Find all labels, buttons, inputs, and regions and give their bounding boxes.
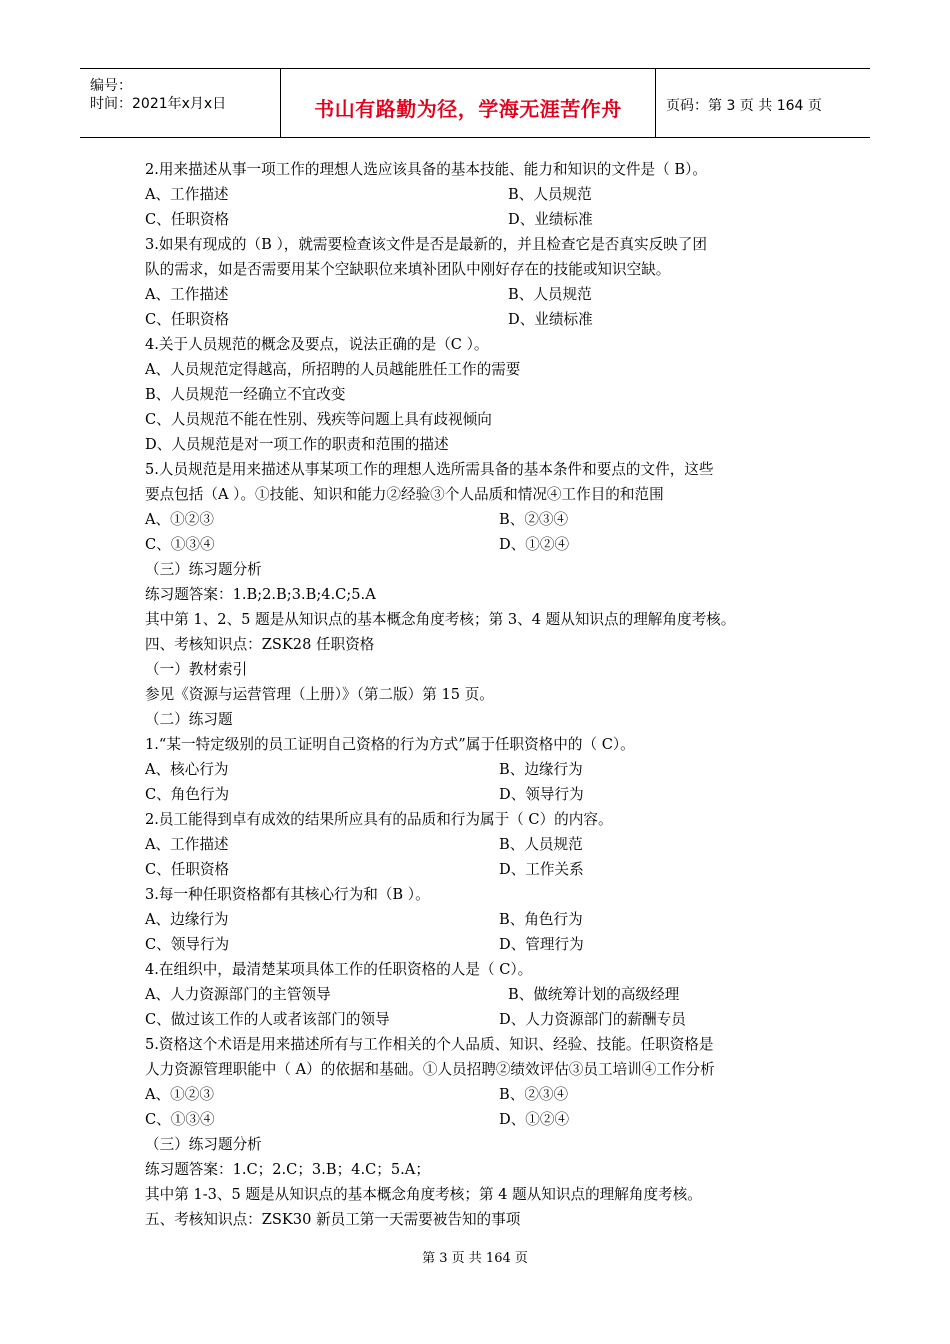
question-line: 3.每一种任职资格都有其核心行为和（B ）。: [145, 886, 430, 903]
question-line: 2.用来描述从事一项工作的理想人选应该具备的基本技能、能力和知识的文件是（ B）。: [145, 161, 707, 178]
header-page-cell: [656, 69, 870, 137]
option-b: B、人员规范一经确立不宜改变: [145, 386, 346, 403]
option-a: A、工作描述: [145, 286, 229, 303]
option-d: D、①②④: [499, 1111, 570, 1128]
option-b: B、角色行为: [499, 911, 583, 928]
option-b: B、人员规范: [508, 286, 592, 303]
option-b: B、②③④: [499, 1086, 569, 1103]
option-d: D、人员规范是对一项工作的职责和范围的描述: [145, 436, 449, 453]
section-heading: 四、考核知识点：ZSK28 任职资格: [145, 636, 375, 653]
option-b: B、人员规范: [508, 186, 592, 203]
option-a: A、①②③: [145, 511, 214, 528]
option-b: B、②③④: [499, 511, 569, 528]
question-line: 4.关于人员规范的概念及要点，说法正确的是（C ）。: [145, 336, 489, 353]
option-d: D、领导行为: [499, 786, 584, 803]
page-footer: 第 3 页 共 164 页: [422, 1251, 528, 1266]
analysis-line: 其中第 1-3、5 题是从知识点的基本概念角度考核；第 4 题从知识点的理解角度考核。: [145, 1186, 702, 1203]
option-a: A、工作描述: [145, 836, 229, 853]
question-line: 1.“某一特定级别的员工证明自己资格的行为方式”属于任职资格中的（ C）。: [145, 736, 635, 753]
option-d: D、业绩标准: [508, 211, 593, 228]
question-line: 2.员工能得到卓有成效的结果所应具有的品质和行为属于（ C）的内容。: [145, 811, 613, 828]
answer-line: 练习题答案：1.B;2.B;3.B;4.C;5.A: [145, 586, 376, 603]
question-line: 人力资源管理职能中（ A）的依据和基础。①人员招聘②绩效评估③员工培训④工作分析: [145, 1061, 715, 1078]
header-motto: 书山有路勤为径，学海无涯苦作舟: [314, 97, 622, 121]
option-c: C、角色行为: [145, 786, 230, 803]
question-line: 5.人员规范是用来描述从事某项工作的理想人选所需具备的基本条件和要点的文件，这些: [145, 461, 714, 478]
option-c: C、任职资格: [145, 861, 230, 878]
option-c: C、①③④: [145, 1111, 215, 1128]
document-code-label: 编号：: [90, 78, 132, 94]
section-heading: （三）练习题分析: [145, 1136, 262, 1153]
question-line: 要点包括（A ）。①技能、知识和能力②经验③个人品质和情况④工作目的和范围: [145, 486, 664, 503]
option-d: D、①②④: [499, 536, 570, 553]
option-a: A、①②③: [145, 1086, 214, 1103]
question-line: 5.资格这个术语是用来描述所有与工作相关的个人品质、知识、经验、技能。任职资格是: [145, 1036, 714, 1053]
option-b: B、做统筹计划的高级经理: [508, 986, 680, 1003]
question-line: 4.在组织中，最清楚某项具体工作的任职资格的人是（ C）。: [145, 961, 533, 978]
analysis-line: 其中第 1、2、5 题是从知识点的基本概念角度考核；第 3、4 题从知识点的理解角度考核。: [145, 611, 736, 628]
section-heading: （三）练习题分析: [145, 561, 262, 578]
option-c: C、①③④: [145, 536, 215, 553]
answer-line: 练习题答案：1.C；2.C；3.B；4.C；5.A；: [145, 1161, 430, 1178]
option-a: A、工作描述: [145, 186, 229, 203]
option-c: C、人员规范不能在性别、残疾等问题上具有歧视倾向: [145, 411, 492, 428]
option-b: B、边缘行为: [499, 761, 583, 778]
page-header: [80, 68, 870, 138]
option-d: D、人力资源部门的薪酬专员: [499, 1011, 686, 1028]
document-date-label: 时间：2021年x月x日: [90, 96, 227, 112]
option-c: C、领导行为: [145, 936, 230, 953]
section-heading: （二）练习题: [145, 711, 233, 728]
option-d: D、业绩标准: [508, 311, 593, 328]
question-line: 队的需求，如是否需要用某个空缺职位来填补团队中刚好存在的技能或知识空缺。: [145, 261, 671, 278]
option-a: A、核心行为: [145, 761, 229, 778]
option-d: D、管理行为: [499, 936, 584, 953]
section-heading: 五、考核知识点：ZSK30 新员工第一天需要被告知的事项: [145, 1211, 521, 1228]
header-info-cell: [80, 69, 281, 137]
option-c: C、做过该工作的人或者该部门的领导: [145, 1011, 390, 1028]
section-heading: （一）教材索引: [145, 661, 248, 678]
option-c: C、任职资格: [145, 311, 230, 328]
question-line: 3.如果有现成的（B ），就需要检查该文件是否是最新的，并且检查它是否真实反映了团: [145, 236, 707, 253]
header-motto-cell: [281, 69, 656, 137]
option-b: B、人员规范: [499, 836, 583, 853]
option-d: D、工作关系: [499, 861, 584, 878]
option-c: C、任职资格: [145, 211, 230, 228]
reference-line: 参见《资源与运营管理（上册）》（第二版）第 15 页。: [145, 686, 494, 703]
header-page-info: 页码：第 3 页 共 164 页: [666, 98, 822, 114]
option-a: A、人力资源部门的主管领导: [145, 986, 331, 1003]
option-a: A、边缘行为: [145, 911, 229, 928]
option-a: A、人员规范定得越高，所招聘的人员越能胜任工作的需要: [145, 361, 521, 378]
